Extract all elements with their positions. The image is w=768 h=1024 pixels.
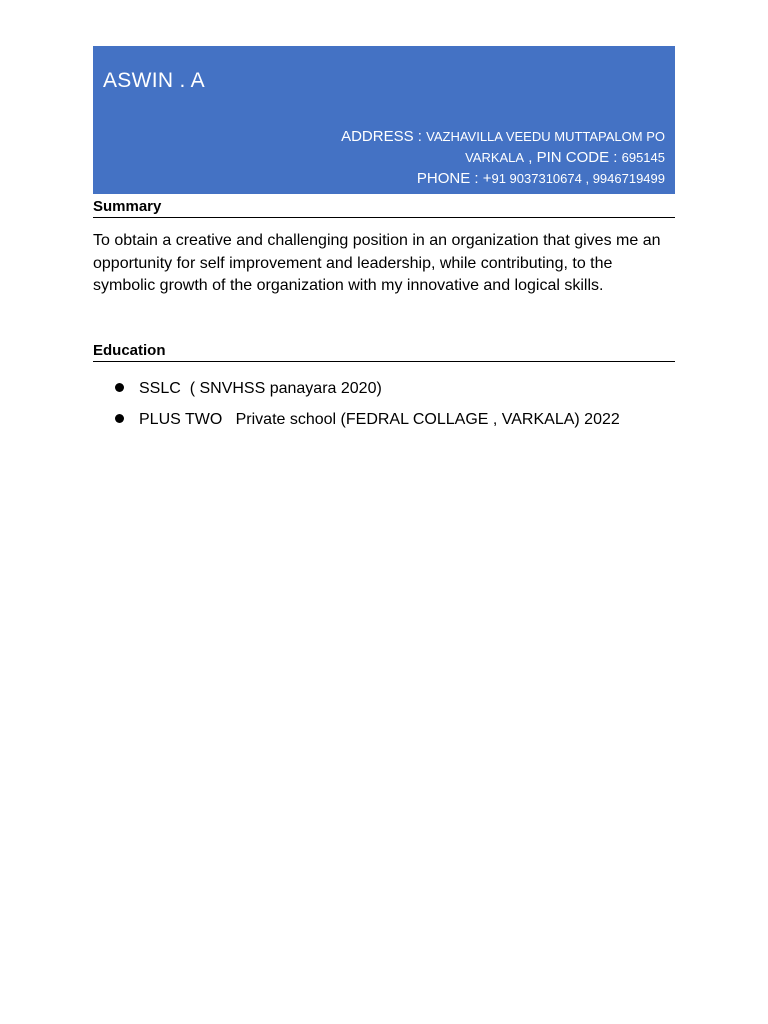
education-heading: Education: [93, 341, 675, 362]
pin-value: 695145: [621, 150, 665, 165]
summary-heading: Summary: [93, 197, 675, 218]
address-town: VARKALA: [465, 150, 525, 165]
phone-label: PHONE : +: [416, 170, 492, 187]
address-line-1: [341, 126, 665, 147]
phone-line: [341, 168, 665, 189]
contact-block: [341, 126, 665, 189]
bullet-icon: [115, 383, 124, 392]
education-list: [93, 378, 675, 440]
header-banner: [93, 46, 675, 194]
education-item-text: PLUS TWO Private school (FEDRAL COLLAGE , VARKALA) 2022: [139, 411, 620, 428]
address-line-2: [341, 147, 665, 168]
bullet-icon: [115, 414, 124, 423]
applicant-name: ASWIN . A: [103, 69, 205, 92]
list-item: [93, 378, 675, 409]
list-item: [93, 409, 675, 440]
summary-text: To obtain a creative and challenging position in an organization that gives me an opportunity for self improvement and leadership, while contributing, to the symbolic growth of the organization with my innovative and logical skills.: [93, 232, 661, 294]
address-line1-text: VAZHAVILLA VEEDU MUTTAPALOM PO: [426, 129, 665, 144]
phone-value: 91 9037310674 , 9946719499: [491, 171, 665, 186]
pin-label: , PIN CODE :: [524, 149, 622, 166]
education-item-text: SSLC ( SNVHSS panayara 2020): [139, 380, 382, 397]
address-label: ADDRESS :: [341, 128, 427, 145]
